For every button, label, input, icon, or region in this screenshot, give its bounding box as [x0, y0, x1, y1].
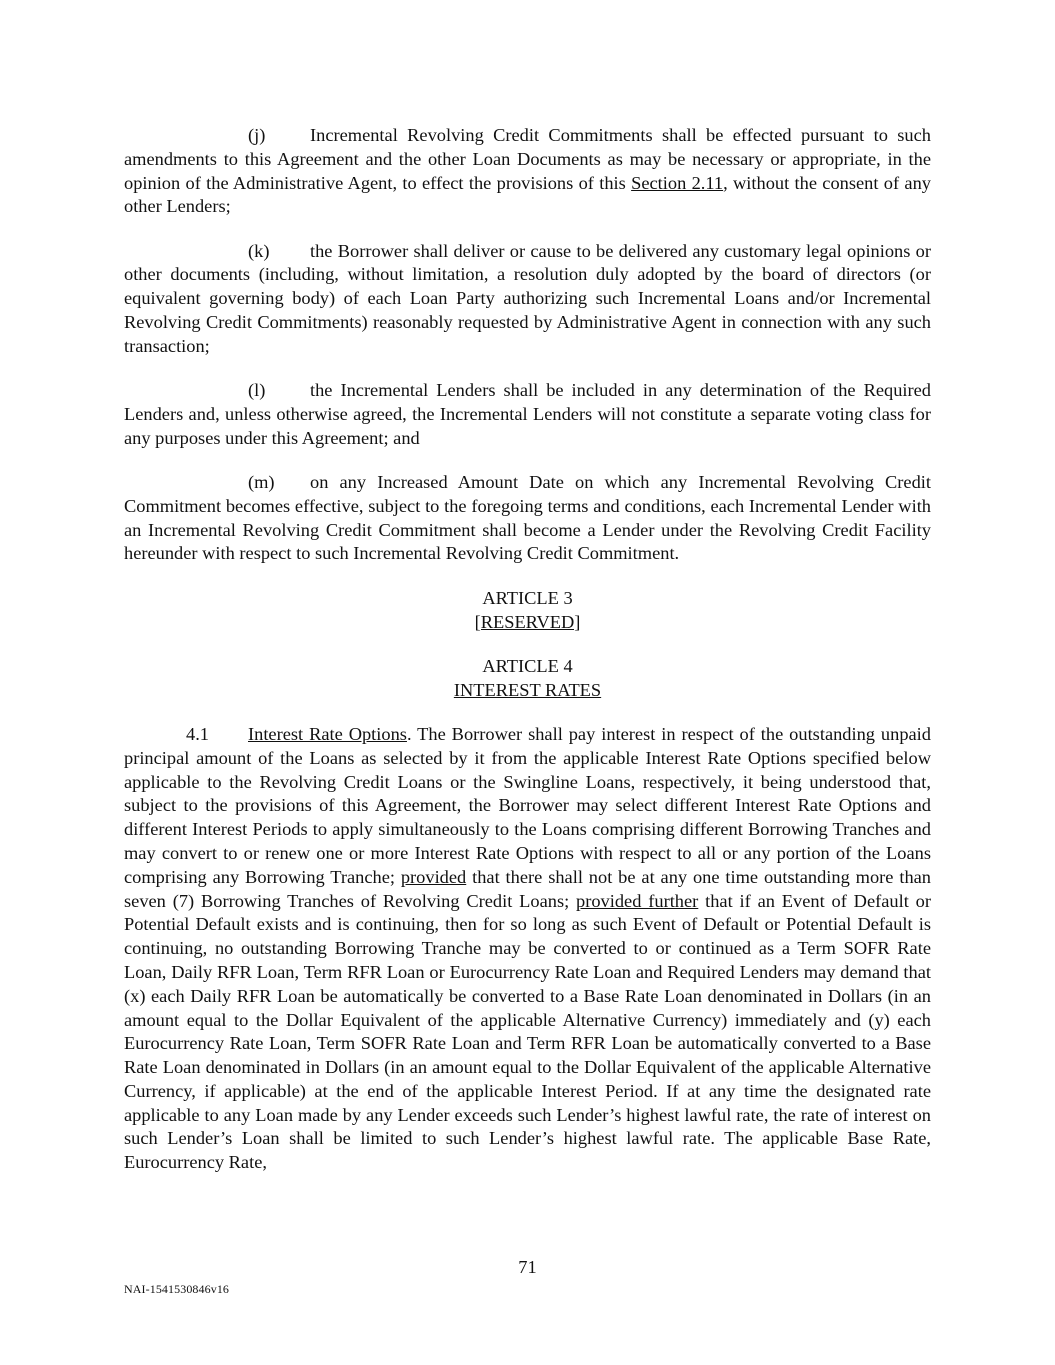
page-number: 71 [518, 1257, 537, 1277]
paragraph-marker: (l) [248, 380, 266, 401]
paragraph-text: Incremental Revolving Credit Commitments shall be effected pursuant to such amendments to this Agreement and the other Loan Documents as may be necessary or appropriate, in the opinion of the Administrative Agent, to effect the provisions of this [124, 125, 931, 193]
article-label: ARTICLE 4 [482, 655, 573, 676]
section-text: that if an Event of Default or Potential Default exists and is continuing, then for so long as such Event of Default or Potential Default is continuing, no outstanding Borrowing Tranche may be converted to or continued as a Term SOFR Rate Loan, Daily RFR Loan, Term RFR Loan or Eurocurrency Rate Loan and Required Lenders may demand that (x) each Daily RFR Loan be automatically be converted to a Base Rate Loan denominated in Dollars (in an amount equal to the Dollar Equivalent of the applicable Alternative Currency) immediately and (y) each Eurocurrency Rate Loan, Term SOFR Rate Loan and Term RFR Loan be automatically converted to a Base Rate Loan denominated in Dollars (in an amount equal to the Dollar Equivalent of the applicable Alternative Currency, if applicable) at the end of the applicable Interest Period. If at any time the designated rate applicable to any Loan made by any Lender exceeds such Lender’s highest lawful rate, the rate of interest on such Lender’s Loan shall be limited to such Lender’s highest lawful rate. The applicable Base Rate, Eurocurrency Rate, [124, 890, 931, 1173]
paragraph-text: the Incremental Lenders shall be included in any determination of the Required Lenders and, unless otherwise agreed, the Incremental Lenders will not constitute a separate voting class for any purposes under this Agreement; and [124, 380, 931, 448]
section-reference-link: Section 2.11 [631, 172, 724, 193]
document-id: NAI-1541530846v16 [124, 1282, 230, 1296]
section-number: 4.1 [186, 723, 209, 744]
paragraph-k [124, 240, 931, 359]
article-title: INTEREST RATES [453, 679, 602, 700]
article-3-heading [124, 587, 931, 635]
paragraph-m [124, 471, 931, 566]
section-text: that there shall not be at any one time outstanding more than seven (7) Borrowing Tranches of Revolving Credit Loans; [124, 866, 931, 911]
paragraph-marker: (k) [248, 240, 270, 261]
provided-term: provided [400, 866, 467, 887]
article-label: ARTICLE 3 [482, 587, 573, 608]
article-4-heading [124, 655, 931, 703]
paragraph-marker: (j) [248, 125, 266, 145]
paragraph-l [124, 379, 931, 450]
section-4-1 [124, 723, 931, 1175]
paragraph-text-tail: , without the consent of any other Lenders; [124, 172, 931, 217]
paragraph-j [124, 124, 931, 219]
section-text: . The Borrower shall pay interest in respect of the outstanding unpaid principal amount of the Loans as selected by it from the applicable Interest Rate Options specified below applicable to the Revolving Credit Loans or the Swingline Loans, respectively, it being understood that, subject to the provisions of this Agreement, the Borrower may select different Interest Rate Options and different Interest Periods to apply simultaneously to the Loans comprising different Borrowing Tranches and may convert to or renew one or more Interest Rate Options with respect to all or any portion of the Loans comprising any Borrowing Tranche; [124, 723, 931, 887]
paragraph-marker: (m) [248, 472, 275, 493]
article-title: [RESERVED] [474, 611, 581, 632]
paragraph-text: on any Increased Amount Date on which any Incremental Revolving Credit Commitment becomes effective, subject to the foregoing terms and conditions, each Incremental Lender with an Incremental Revolving Credit Commitment shall become a Lender under the Revolving Credit Facility hereunder with respect to such Incremental Revolving Credit Commitment. [124, 472, 931, 564]
document-body [124, 124, 931, 1196]
section-heading: Interest Rate Options [248, 723, 407, 744]
paragraph-text: the Borrower shall deliver or cause to be delivered any customary legal opinions or other documents (including, without limitation, a resolution duly adopted by the board of directors (or equivalent governing body) of each Loan Party authorizing such Incremental Loans and/or Incremental Revolving Credit Commitments) reasonably requested by Administrative Agent in connection with any such transaction; [124, 240, 931, 356]
provided-further-term: provided further [576, 890, 699, 911]
